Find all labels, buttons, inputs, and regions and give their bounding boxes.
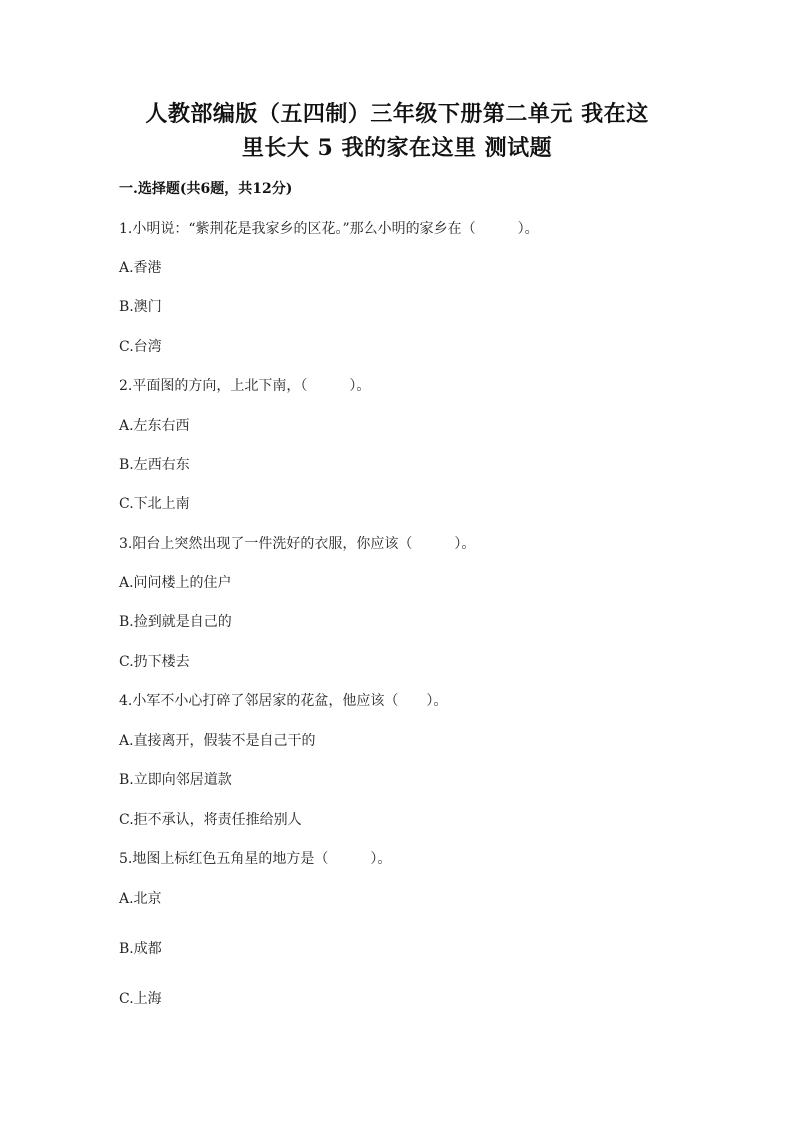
question-1-option-b: B.澳门 (119, 299, 162, 315)
question-2-option-c: C.下北上南 (119, 496, 190, 512)
question-3-option-b: B.捡到就是自己的 (119, 614, 232, 630)
question-5-option-b: B.成都 (119, 941, 162, 957)
section-heading: 一.选择题(共6题，共12分) (119, 181, 293, 197)
question-3-option-a: A.问问楼上的住户 (119, 575, 232, 591)
question-2-option-b: B.左西右东 (119, 457, 190, 473)
question-4-option-a: A.直接离开，假装不是自己干的 (119, 733, 316, 749)
question-1-stem: 1.小明说：“紫荆花是我家乡的区花。”那么小明的家乡在（ ）。 (119, 221, 539, 237)
question-3-stem: 3.阳台上突然出现了一件洗好的衣服，你应该（ ）。 (119, 536, 476, 552)
document-title-line-2: 里长大 5 我的家在这里 测试题 (241, 135, 553, 161)
question-4-option-c: C.拒不承认，将责任推给别人 (119, 812, 302, 828)
question-4-option-b: B.立即向邻居道款 (119, 772, 232, 788)
question-1-option-a: A.香港 (119, 260, 162, 276)
question-5-option-a: A.北京 (119, 891, 162, 907)
question-2-stem: 2.平面图的方向，上北下南，（ ）。 (119, 378, 371, 394)
question-3-option-c: C.扔下楼去 (119, 654, 190, 670)
question-5-stem: 5.地图上标红色五角星的地方是（ ）。 (119, 851, 392, 867)
question-2-option-a: A.左东右西 (119, 418, 190, 434)
question-4-stem: 4.小军不小心打碎了邻居家的花盆，他应该（ ）。 (119, 693, 448, 709)
question-5-option-c: C.上海 (119, 991, 162, 1007)
question-1-option-c: C.台湾 (119, 339, 162, 355)
document-title-line-1: 人教部编版（五四制）三年级下册第二单元 我在这 (145, 101, 649, 127)
